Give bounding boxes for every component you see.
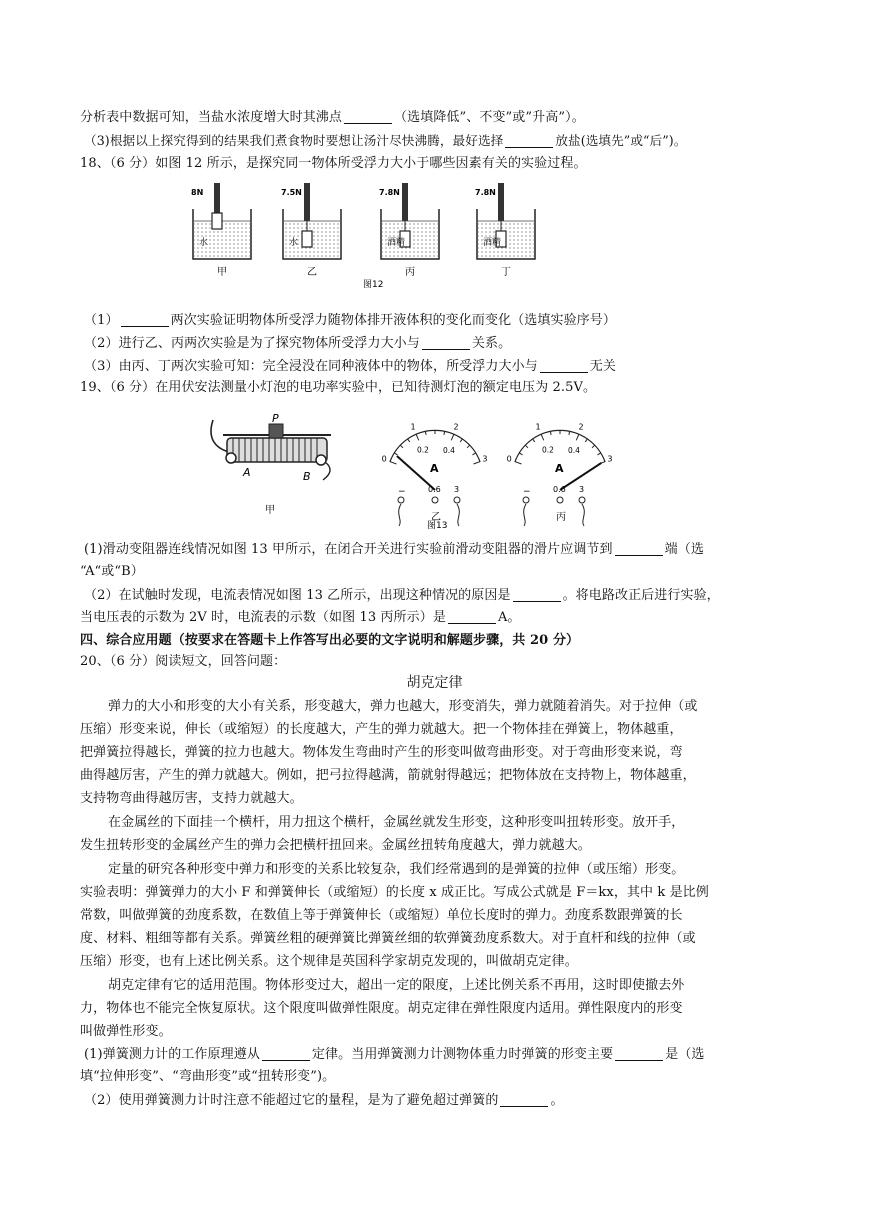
meter-caption: 乙: [431, 512, 441, 523]
dial-tick: [407, 439, 409, 442]
unit-label: A: [555, 462, 564, 475]
answer-blank[interactable]: [121, 312, 169, 327]
liquid-label: 水: [199, 238, 209, 248]
answer-blank[interactable]: [513, 587, 561, 602]
liquid-label: 酒精: [483, 238, 502, 248]
passage-p1-line-5: 支持物弯曲得越厉害，支持力就越大。: [80, 791, 303, 806]
passage-p3-line-3: 常数，叫做弹簧的劲度系数，在数值上等于弹簧伸长（或缩短）单位长度时的弹力。劲度系数跟弹簧的长: [80, 908, 683, 923]
dial-tick: [472, 453, 475, 455]
meter-caption: 丙: [556, 512, 566, 523]
spring-scale: [402, 183, 408, 221]
passage-p1-line-2: 压缩）形变来说，伸长（或缩短）的长度越大，产生的弹力就越大。把一个物体挂在弹簧上，物体越重，: [80, 722, 683, 737]
terminal-post: [432, 497, 438, 503]
terminal-label: 0.6: [553, 485, 566, 494]
dial-label: 3: [482, 454, 488, 464]
dial-label: 1: [410, 422, 416, 432]
dial-label: 3: [607, 454, 613, 464]
q17-line-2: （3)根据以上探究得到的结果我们煮食物时要想让汤汁尽快沸腾，最好选择 放盐(选填先”或“后”)。: [84, 133, 687, 148]
figure-13: [205, 408, 625, 533]
passage-p1-line-4: 曲得越厉害，产生的弹力就越大。例如，把弓拉得越满，箭就射得越远；把物体放在支持物上，物体越重，: [80, 768, 696, 783]
rheostat-caption: 甲: [265, 505, 275, 516]
q18-stem: 18、（6 分）如图 12 所示，是探究同一物体所受浮力大小于哪些因素有关的实验过程。: [80, 156, 587, 171]
immersed-object: [212, 213, 222, 229]
slider-label-p: P: [272, 412, 279, 425]
terminal-minus: −: [523, 487, 531, 497]
terminal-label-a: A: [243, 466, 251, 479]
answer-blank[interactable]: [344, 109, 392, 124]
q19-part-1-line-2: “A“或“B）: [80, 564, 144, 579]
passage-p3-line-5: 压缩）形变，也有上述比例关系。这个规律是英国科学家胡克发现的，叫做胡克定律。: [80, 954, 578, 969]
dial-tick: [467, 445, 470, 448]
beaker-panel: [191, 183, 251, 278]
q20-part-1-line-1: (1)弹簧测力计的工作原理遵从 定律。当用弹簧测力计测物体重力时弹簧的形变主要 是（选: [84, 1047, 705, 1062]
wire: [582, 504, 584, 526]
dial-label: 0.4: [443, 446, 455, 456]
dial-tick: [394, 453, 397, 455]
q20-stem: 20、（6 分）阅读短文，回答问题：: [80, 654, 287, 669]
q19-part-2-line-2: 当电压表的示数为 2V 时，电流表的示数（如图 13 丙所示）是 A。: [80, 610, 521, 625]
passage-p1-line-3: 把弹簧拉得越长，弹簧的拉力也越大。物体发生弯曲时产生的形变叫做弯曲形变。对于弯曲形变来说，弯: [80, 745, 683, 760]
answer-blank[interactable]: [262, 1046, 310, 1061]
q17-line-1: 分析表中数据可知，当盐水浓度增大时其沸点 （选填降低”、不变”或”升高”）。: [80, 110, 585, 125]
dial-tick: [400, 445, 403, 448]
dial-tick: [515, 462, 522, 464]
scale-reading: 7.5N: [281, 188, 302, 197]
dial-label: 0.2: [542, 445, 554, 455]
dial-tick: [592, 445, 595, 448]
dial-tick: [460, 439, 462, 442]
q18-part-2: （2）进行乙、丙两次实验是为了探究物体所受浮力大小与 关系。: [84, 336, 512, 351]
beaker-panel: [379, 183, 439, 278]
terminal-post: [398, 497, 404, 503]
beaker-panel: [281, 183, 341, 278]
terminal-post: [557, 497, 563, 503]
answer-blank[interactable]: [448, 609, 496, 624]
passage-p3-line-2: 实验表明：弹簧弹力的大小 F 和弹簧伸长（或缩短）的长度 x 成正比。写成公式就是 F＝kx，其中 k 是比例: [80, 885, 709, 900]
dial-tick: [597, 453, 600, 455]
section-4-heading: 四、综合应用题（按要求在答题卡上作答写出必要的文字说明和解题步骤，共 20 分）: [80, 633, 580, 648]
answer-blank[interactable]: [505, 133, 553, 148]
answer-blank[interactable]: [615, 541, 663, 556]
immersed-object: [302, 231, 312, 247]
spring-scale: [498, 183, 504, 221]
dial-tick: [390, 462, 397, 464]
dial-arc: [515, 430, 605, 462]
wire: [457, 504, 459, 526]
q20-part-1-line-2: 填“拉伸形变”、“弯曲形变”或“扭转形变”)。: [80, 1069, 336, 1084]
wire: [524, 504, 526, 526]
dial-label: 2: [578, 422, 584, 432]
passage-p4-line-2: 力，物体也不能完全恢复原状。这个限度叫做弹性限度。胡克定律在弹性限度内适用。弹性限度内的形变: [80, 1001, 683, 1016]
terminal-label-b: B: [303, 470, 311, 483]
passage-p4-line-1: 胡克定律有它的适用范围。物体形变过大，超出一定的限度，上述比例关系不再用，这时即使撤去外: [108, 978, 685, 993]
terminal-post: [579, 497, 585, 503]
answer-blank[interactable]: [615, 1046, 663, 1061]
scale-reading: 7.8N: [475, 188, 496, 197]
passage-p4-line-3: 叫做弹性形变。: [80, 1024, 172, 1039]
dial-label: 0.4: [568, 446, 580, 456]
ammeter-dial: [507, 423, 613, 526]
dial-label: 0: [381, 454, 387, 464]
terminal-minus: −: [398, 487, 406, 497]
passage-p2-line-1: 在金属丝的下面挂一个横杆，用力扭这个横杆，金属丝就发生形变，这种形变叫扭转形变。放开手，: [108, 815, 685, 830]
dial-tick: [525, 445, 528, 448]
dial-label: 2: [453, 422, 459, 432]
figure-12-drawing: [185, 175, 545, 295]
figure-12-caption: 图12: [363, 280, 384, 290]
unit-label: A: [430, 462, 439, 475]
wire: [399, 504, 401, 526]
scale-reading: 7.8N: [379, 188, 400, 197]
dial-tick: [416, 434, 419, 440]
spring-scale: [304, 183, 310, 221]
figure-13-caption: 图13: [427, 521, 448, 531]
panel-label: 甲: [217, 267, 227, 278]
dial-label: 0.2: [417, 445, 429, 455]
figure-12: [185, 175, 545, 295]
ammeter-dial: [382, 423, 488, 526]
dial-tick: [585, 439, 587, 442]
q18-part-3: （3）由丙、丁两次实验可知：完全浸没在同种液体中的物体，所受浮力大小与 无关: [84, 359, 616, 374]
answer-blank[interactable]: [500, 1092, 548, 1107]
panel-label: 丁: [501, 267, 511, 278]
dial-arc: [390, 430, 480, 462]
panel-label: 乙: [307, 267, 317, 278]
dial-label: 0: [506, 454, 512, 464]
dial-tick: [541, 434, 544, 440]
passage-title: 胡克定律: [406, 675, 463, 691]
terminal-post: [454, 497, 460, 503]
scale-reading: 8N: [191, 188, 204, 197]
q19-stem: 19、（6 分）在用伏安法测量小灯泡的电功率实验中，已知待测灯泡的额定电压为 2.5V。: [80, 380, 597, 395]
dial-tick: [451, 434, 454, 440]
panel-label: 丙: [405, 267, 415, 278]
dial-tick: [474, 462, 481, 464]
beaker-panel: [475, 183, 535, 278]
passage-p3-line-1: 定量的研究各种形变中弹力和形变的关系比较复杂，我们经常遇到的是弹簧的拉伸（或压缩）形变。: [108, 862, 685, 877]
terminal-label: 3: [454, 485, 460, 494]
passage-p1-line-1: 弹力的大小和形变的大小有关系，形变越大，弹力也越大，形变消失，弹力就随着消失。对于拉伸（或: [108, 699, 698, 714]
q18-part-1: （1） 两次实验证明物体所受浮力随物体排开液体积的变化而变化（选填实验序号）: [84, 313, 616, 328]
q19-part-1-line-1: (1)滑动变阻器连线情况如图 13 甲所示，在闭合开关进行实验前滑动变阻器的滑片应调节到 端（选: [84, 542, 704, 557]
answer-blank[interactable]: [422, 335, 470, 350]
figure-13-drawing: [205, 408, 625, 533]
terminal-post: [523, 497, 529, 503]
terminal-label: 3: [579, 485, 585, 494]
q19-part-2-line-1: （2）在试触时发现，电流表情况如图 13 乙所示，出现这种情况的原因是 。将电路改正后进行实验，: [84, 588, 720, 603]
passage-p3-line-4: 度、材料、粗细等都有关系。弹簧丝粗的硬弹簧比弹簧丝细的软弹簧劲度系数大。对于直杆和线的拉伸（或: [80, 931, 696, 946]
liquid-label: 酒精: [387, 238, 406, 248]
terminal-label: 0.6: [428, 485, 441, 494]
dial-label: 1: [535, 422, 541, 432]
q20-part-2: （2）使用弹簧测力计时注意不能超过它的量程，是为了避免超过弹簧的 。: [84, 1093, 564, 1108]
dial-tick: [519, 453, 522, 455]
dial-tick: [532, 439, 534, 442]
answer-blank[interactable]: [540, 358, 588, 373]
passage-p2-line-2: 发生扭转形变的金属丝产生的弹力会把横杆扭回来。金属丝扭转角度越大，弹力就越大。: [80, 838, 591, 853]
rheostat-diagram: [211, 412, 331, 516]
liquid-label: 水: [289, 238, 299, 248]
dial-tick: [576, 434, 579, 440]
